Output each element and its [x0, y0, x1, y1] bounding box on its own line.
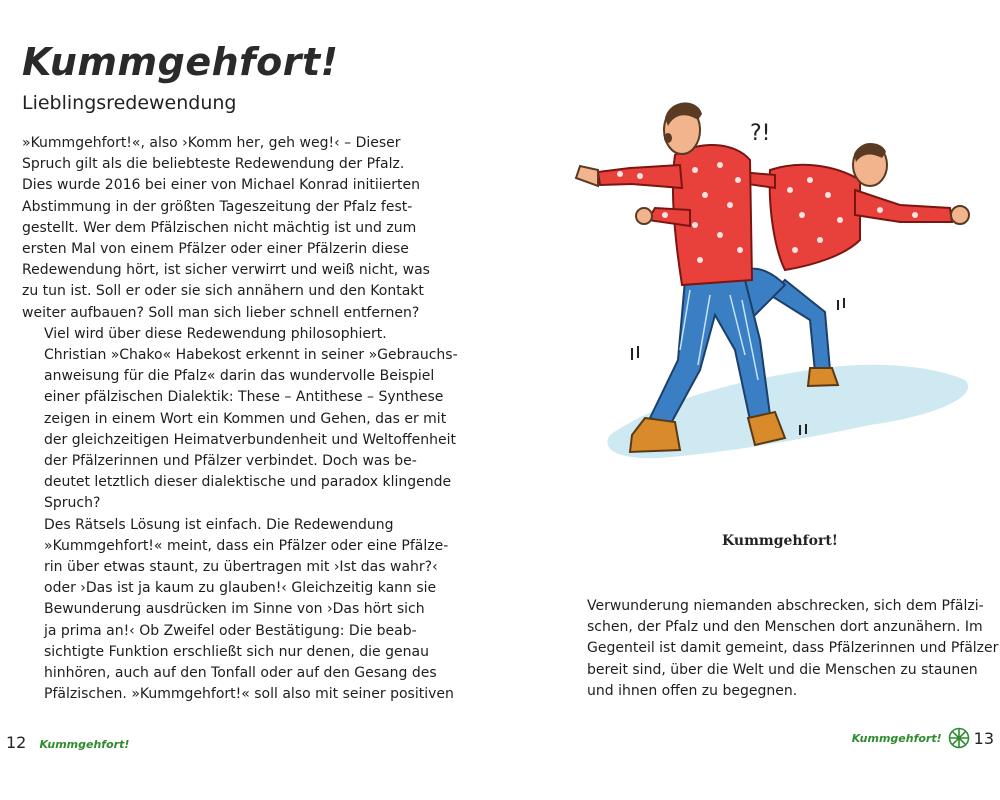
- text-line: Redewendung hört, ist sicher verwirrt und weiß nicht, was: [22, 262, 430, 279]
- text-line: deutet letztlich dieser dialektische und paradox klingende: [44, 474, 452, 491]
- paragraph-1: [22, 133, 430, 324]
- text-line: hinhören, auch auf den Tonfall oder auf den Gesang des: [44, 665, 437, 682]
- text-line: gestellt. Wer dem Pfälzischen nicht mächtig ist und zum: [22, 219, 417, 236]
- text-line: zeigen in einem Wort ein Kommen und Gehen, das er mit: [44, 410, 447, 427]
- text-line: Spruch?: [44, 495, 101, 512]
- text-line: ersten Mal von einem Pfälzer oder einer Pfälzerin diese: [22, 241, 409, 258]
- text-line: schen, der Pfalz und den Menschen dort anzunähern. Im: [587, 619, 983, 636]
- illustration-caption: Kummgehfort!: [722, 533, 838, 549]
- paragraph-2: [22, 324, 458, 515]
- footer-left: [6, 733, 129, 752]
- body-text-right: [587, 596, 999, 702]
- text-line: Abstimmung in der größten Tageszeitung der Pfalz fest-: [22, 198, 413, 215]
- text-line: der gleichzeitigen Heimatverbundenheit und Weltoffenheit: [44, 431, 456, 448]
- text-line: einer pfälzischen Dialektik: These – Antithese – Synthese: [44, 389, 444, 406]
- body-text-left: [22, 133, 458, 705]
- text-line: »Kummgehfort!« meint, dass ein Pfälzer oder eine Pfälze-: [44, 537, 449, 554]
- footer-right: [852, 727, 994, 749]
- illustration: [570, 80, 990, 500]
- text-line: Bewunderung ausdrücken im Sinne von ›Das hört sich: [44, 601, 425, 618]
- wheel-emblem-icon: [948, 727, 970, 749]
- thought-mark: ?!: [750, 121, 771, 146]
- text-line: Verwunderung niemanden abschrecken, sich dem Pfälzi-: [587, 598, 984, 614]
- running-title-right: Kummgehfort!: [851, 731, 942, 745]
- text-line: und ihnen offen zu begegnen.: [587, 682, 798, 699]
- text-line: zu tun ist. Soll er oder sie sich annähern und den Kontakt: [22, 283, 424, 300]
- page-number-left: 12: [6, 733, 27, 752]
- page-subtitle: Lieblingsredewendung: [22, 92, 237, 114]
- text-line: weiter aufbauen? Soll man sich lieber schnell entfernen?: [22, 304, 420, 321]
- text-line: Gegenteil ist damit gemeint, dass Pfälzerinnen und Pfälzer: [587, 640, 999, 657]
- running-title-left: Kummgehfort!: [39, 738, 130, 751]
- text-line: der Pfälzerinnen und Pfälzer verbindet. Doch was be-: [44, 453, 417, 470]
- text-line: rin über etwas staunt, zu übertragen mit ›Ist das wahr?‹: [44, 559, 438, 576]
- page-title: Kummgehfort!: [22, 40, 339, 84]
- text-line: ja prima an!‹ Ob Zweifel oder Bestätigung: Die beab-: [44, 622, 417, 639]
- paragraph-3: [22, 515, 454, 706]
- page-number-right: 13: [973, 728, 994, 748]
- text-line: Viel wird über diese Redewendung philosophiert.: [44, 325, 387, 342]
- text-line: sichtigte Funktion erschließt sich nur denen, die genau: [44, 643, 429, 660]
- text-line: bereit sind, über die Welt und die Menschen zu staunen: [587, 661, 978, 678]
- text-line: »Kummgehfort!«, also ›Komm her, geh weg!‹ – Dieser: [22, 135, 401, 151]
- text-line: Pfälzischen. »Kummgehfort!« soll also mit seiner positiven: [44, 686, 454, 703]
- text-line: anweisung für die Pfalz« darin das wundervolle Beispiel: [44, 368, 435, 385]
- text-line: Spruch gilt als die beliebteste Redewendung der Pfalz.: [22, 156, 405, 173]
- text-line: Christian »Chako« Habekost erkennt in seiner »Gebrauchs-: [44, 347, 458, 364]
- text-line: Dies wurde 2016 bei einer von Michael Konrad initiierten: [22, 177, 421, 194]
- text-line: oder ›Das ist ja kaum zu glauben!‹ Gleichzeitig kann sie: [44, 580, 437, 597]
- text-line: Des Rätsels Lösung ist einfach. Die Redewendung: [44, 516, 394, 533]
- illustration-two-men: [570, 80, 990, 500]
